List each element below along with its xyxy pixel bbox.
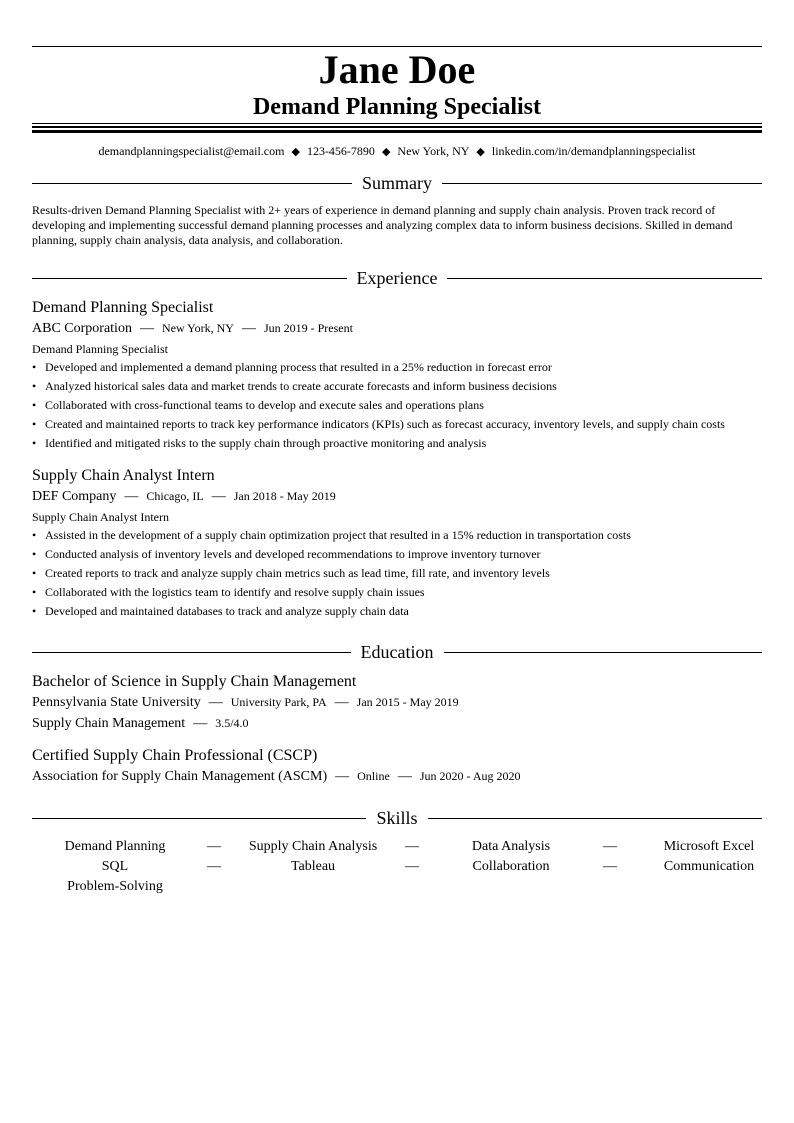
- skills-row: [32, 837, 762, 857]
- skills-row: [32, 857, 762, 877]
- bullet-icon: •: [32, 528, 37, 542]
- edu-school: Pennsylvania State University: [32, 695, 201, 710]
- edu-degree: Bachelor of Science in Supply Chain Management: [32, 673, 357, 690]
- section-title-education: Education: [360, 642, 434, 662]
- dash-separator: —: [193, 716, 208, 731]
- skill-item: Problem-Solving: [67, 879, 163, 894]
- skills-row: [32, 877, 762, 897]
- job-title: Demand Planning Specialist: [32, 299, 214, 316]
- job-company: DEF Company: [32, 489, 117, 504]
- diamond-separator-icon: ◆: [291, 146, 300, 158]
- dash-separator: —: [207, 839, 221, 854]
- edu-meta: [32, 766, 762, 787]
- job-meta: [32, 486, 762, 507]
- job-title: Supply Chain Analyst Intern: [32, 467, 215, 484]
- dash-separator: —: [124, 489, 139, 504]
- skill-item: Tableau: [290, 859, 336, 874]
- dash-separator: —: [405, 839, 419, 854]
- edu-major: Supply Chain Management: [32, 716, 186, 731]
- contact-linkedin[interactable]: linkedin.com/in/demandplanningspecialist: [491, 144, 696, 158]
- edu-degree: Certified Supply Chain Professional (CSCP): [32, 747, 318, 764]
- job-role: Demand Planning Specialist: [32, 342, 168, 356]
- dash-separator: —: [603, 839, 617, 854]
- section-rule-left: [32, 278, 347, 279]
- diamond-separator-icon: ◆: [381, 146, 391, 158]
- edu-location: Online: [357, 769, 390, 783]
- edu-school: Association for Supply Chain Management (ASCM): [32, 769, 328, 784]
- edu-location: University Park, PA: [230, 695, 327, 709]
- list-item: • Assisted in the development of a supply chain optimization project that resulted in a 15% reduction in transportation costs: [32, 526, 762, 545]
- dash-separator: —: [335, 769, 350, 784]
- section-rule-right: [442, 183, 762, 184]
- contact-location: New York, NY: [397, 144, 470, 158]
- dash-separator: —: [207, 859, 221, 874]
- list-item: • Collaborated with cross-functional teams to develop and execute sales and operations plans: [32, 396, 762, 415]
- header-rule-thick-2: [32, 130, 762, 133]
- bullet-icon: •: [32, 547, 37, 561]
- skill-item: Supply Chain Analysis: [248, 839, 378, 854]
- job-dates: Jun 2019 - Present: [263, 321, 353, 335]
- list-item: • Created and maintained reports to track key performance indicators (KPIs) such as forecast accuracy, inventory levels, and supply chain costs: [32, 415, 762, 434]
- bullet-icon: •: [32, 398, 37, 412]
- skill-item: SQL: [101, 859, 129, 874]
- contact-email[interactable]: demandplanningspecialist@email.com: [98, 144, 285, 158]
- bullet-icon: •: [32, 417, 37, 431]
- section-header-experience: [32, 268, 762, 288]
- section-header-summary: [32, 173, 762, 193]
- dash-separator: —: [405, 859, 419, 874]
- summary-text: Results-driven Demand Planning Specialist with 2+ years of experience in demand planning and supply chain analysis. Proven track record of developing and implementing successful demand planning processes and analyzing complex data to inform business decisions. Skilled in demand planning, supply chain analysis, data analysis, and collaboration.: [32, 203, 733, 247]
- candidate-name: Jane Doe: [318, 47, 476, 92]
- section-title-skills: Skills: [376, 808, 418, 828]
- job-bullets: [32, 526, 762, 621]
- section-title-experience: Experience: [356, 268, 438, 288]
- job-company: ABC Corporation: [32, 321, 132, 336]
- section-rule-right: [428, 818, 762, 819]
- contact-line: [32, 143, 762, 160]
- section-header-skills: [32, 808, 762, 828]
- list-item: • Conducted analysis of inventory levels and developed recommendations to improve inventory turnover: [32, 545, 762, 564]
- job-role: Supply Chain Analyst Intern: [32, 510, 169, 524]
- bullet-icon: •: [32, 360, 37, 374]
- education-entry: [32, 672, 762, 734]
- skill-item: Microsoft Excel: [663, 839, 755, 854]
- job-location: Chicago, IL: [146, 489, 204, 503]
- dash-separator: —: [603, 859, 617, 874]
- section-rule-left: [32, 818, 366, 819]
- section-rule-right: [444, 652, 763, 653]
- edu-dates: Jan 2015 - May 2019: [356, 695, 459, 709]
- job-bullets: [32, 358, 762, 453]
- skill-item: Communication: [663, 859, 755, 874]
- edu-meta: [32, 692, 762, 713]
- dash-separator: —: [241, 321, 256, 336]
- bullet-icon: •: [32, 436, 37, 450]
- candidate-title: Demand Planning Specialist: [252, 94, 542, 120]
- edu-dates: Jun 2020 - Aug 2020: [419, 769, 521, 783]
- job-dates: Jan 2018 - May 2019: [233, 489, 336, 503]
- section-rule-right: [447, 278, 762, 279]
- edu-major-line: [32, 713, 762, 734]
- skill-item: Demand Planning: [64, 839, 166, 854]
- skill-item: Collaboration: [472, 859, 550, 874]
- list-item: • Collaborated with the logistics team to identify and resolve supply chain issues: [32, 583, 762, 602]
- section-rule-left: [32, 652, 351, 653]
- section-header-education: [32, 642, 762, 662]
- education-entry: [32, 746, 762, 787]
- contact-phone: 123-456-7890: [306, 144, 375, 158]
- skill-item: Data Analysis: [471, 839, 551, 854]
- section-title-summary: Summary: [362, 173, 432, 193]
- experience-entry: [32, 466, 762, 621]
- dash-separator: —: [397, 769, 412, 784]
- header-rule-thin: [32, 123, 762, 124]
- dash-separator: —: [334, 695, 349, 710]
- skills-grid: [32, 837, 762, 897]
- bullet-icon: •: [32, 379, 37, 393]
- bullet-icon: •: [32, 585, 37, 599]
- list-item: • Developed and implemented a demand planning process that resulted in a 25% reduction in forecast error: [32, 358, 762, 377]
- list-item: • Identified and mitigated risks to the supply chain through proactive monitoring and analysis: [32, 434, 762, 453]
- job-location: New York, NY: [161, 321, 234, 335]
- job-meta: [32, 318, 762, 339]
- list-item: • Analyzed historical sales data and market trends to create accurate forecasts and inform business decisions: [32, 377, 762, 396]
- bullet-icon: •: [32, 604, 37, 618]
- list-item: • Developed and maintained databases to track and analyze supply chain data: [32, 602, 762, 621]
- section-rule-left: [32, 183, 352, 184]
- dash-separator: —: [139, 321, 154, 336]
- diamond-separator-icon: ◆: [476, 146, 485, 158]
- dash-separator: —: [208, 695, 223, 710]
- header-rule-thick: [32, 126, 762, 128]
- list-item: • Created reports to track and analyze supply chain metrics such as lead time, fill rate, and inventory levels: [32, 564, 762, 583]
- experience-entry: [32, 298, 762, 453]
- dash-separator: —: [211, 489, 226, 504]
- bullet-icon: •: [32, 566, 37, 580]
- edu-gpa: 3.5/4.0: [215, 716, 249, 730]
